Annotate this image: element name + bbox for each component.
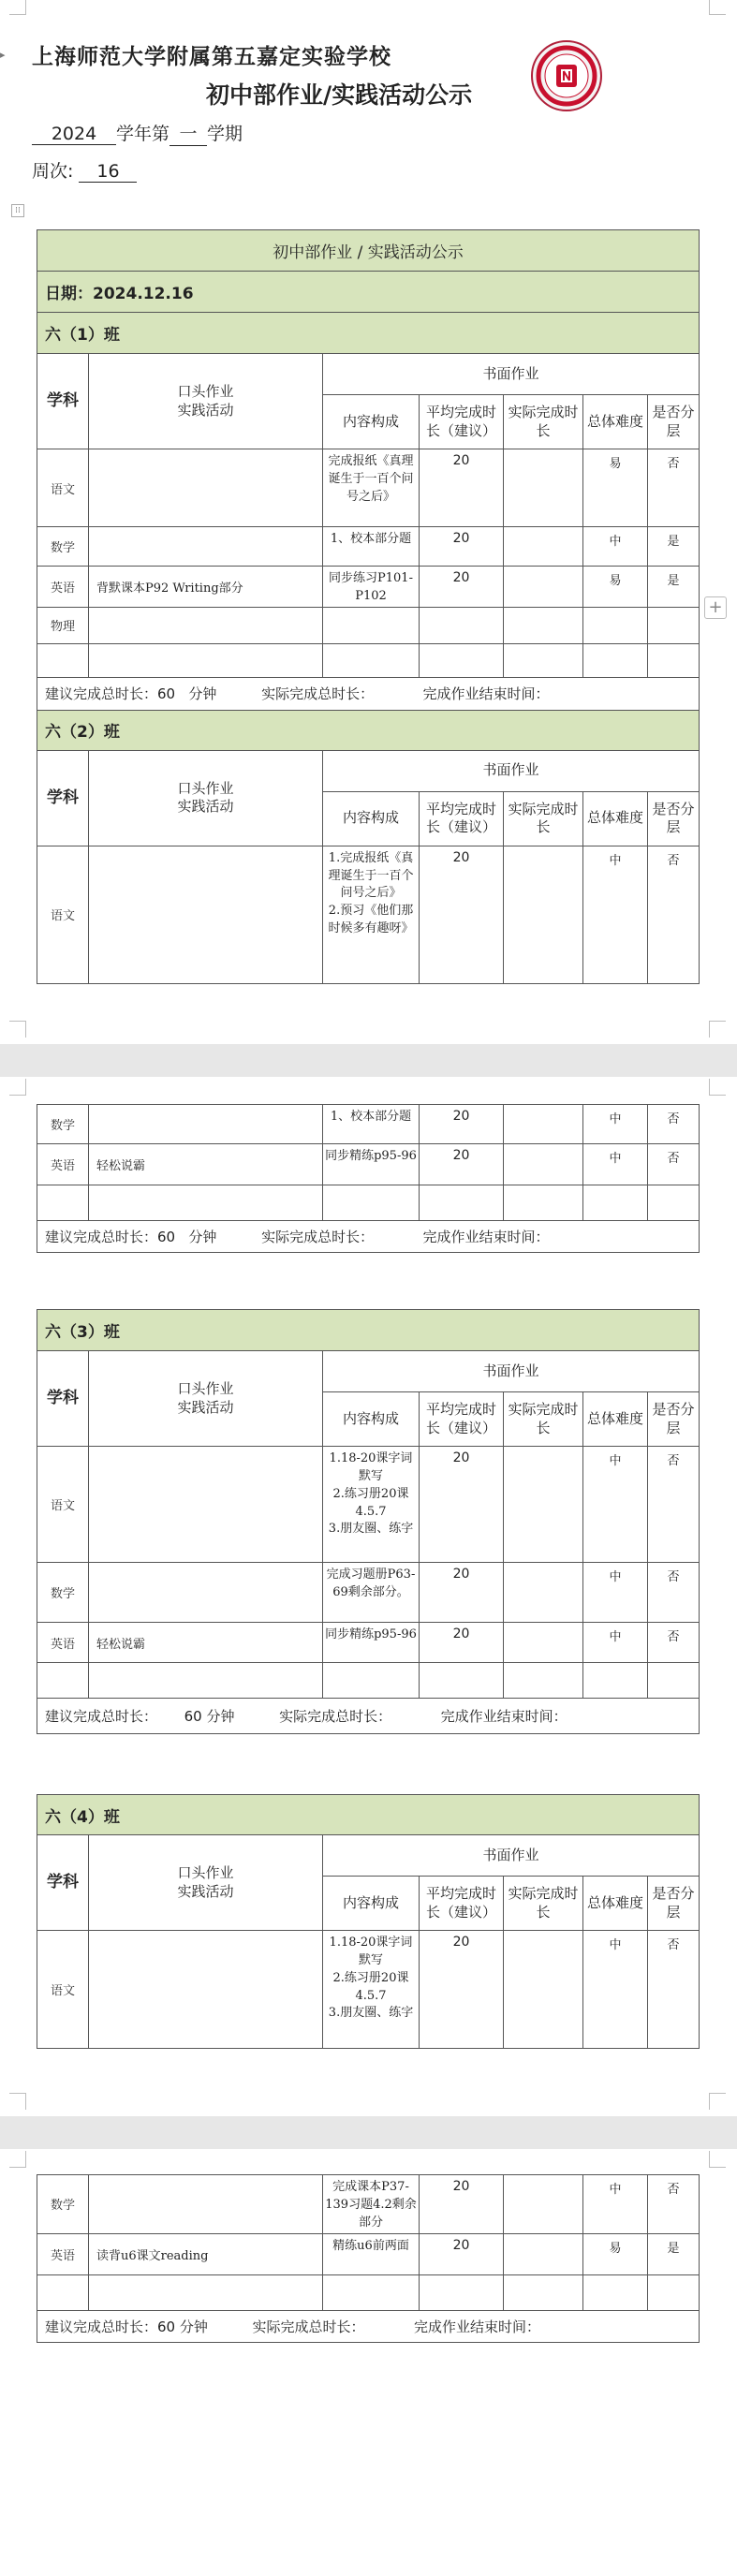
table-row	[37, 1185, 700, 1221]
subject-cell	[37, 1185, 89, 1221]
subject-cell	[37, 643, 89, 677]
oral-header: 口头作业 实践活动	[89, 1351, 323, 1447]
table-row	[37, 846, 700, 983]
layered-cell: 是	[648, 527, 700, 567]
subject-header: 学科	[37, 354, 89, 449]
school-emblem-icon	[530, 39, 603, 112]
content-cell: 精练u6前两面	[323, 2233, 420, 2274]
actual-time-cell	[504, 2233, 583, 2274]
difficulty-cell	[583, 2274, 648, 2310]
actual-time-cell	[504, 1447, 583, 1563]
avg-time-header: 平均完成时长（建议）	[420, 1877, 504, 1931]
difficulty-cell	[583, 643, 648, 677]
content-cell: 完成课本P37-139习题4.2剩余部分	[323, 2175, 420, 2234]
actual-time-cell	[504, 2274, 583, 2310]
avg-time-cell	[420, 1185, 504, 1221]
add-row-button[interactable]: +	[704, 596, 727, 619]
summary-line: 建议完成总时长：60 分钟 实际完成总时长： 完成作业结束时间：	[37, 1221, 700, 1253]
actual-time-cell	[504, 527, 583, 567]
written-header: 书面作业	[323, 1351, 700, 1392]
layered-cell	[648, 1663, 700, 1699]
subject-cell: 英语	[37, 1144, 89, 1185]
layered-cell	[648, 2274, 700, 2310]
actual-time-cell	[504, 1185, 583, 1221]
week-number: 16	[79, 161, 137, 183]
avg-time-header: 平均完成时长（建议）	[420, 791, 504, 846]
actual-time-header: 实际完成时长	[504, 395, 583, 449]
oral-cell	[89, 1447, 323, 1563]
layered-cell: 否	[648, 449, 700, 527]
avg-time-cell	[420, 2274, 504, 2310]
layered-cell: 否	[648, 1447, 700, 1563]
avg-time-cell: 20	[420, 2233, 504, 2274]
avg-time-cell: 20	[420, 1623, 504, 1663]
subject-header: 学科	[37, 750, 89, 846]
oral-cell	[89, 1185, 323, 1221]
difficulty-cell: 中	[583, 1563, 648, 1623]
subject-cell: 英语	[37, 2233, 89, 2274]
subject-cell: 语文	[37, 1447, 89, 1563]
layered-cell: 否	[648, 1144, 700, 1185]
subject-cell: 语文	[37, 846, 89, 983]
table-row	[37, 1623, 700, 1663]
written-header: 书面作业	[323, 1835, 700, 1877]
difficulty-header: 总体难度	[583, 1877, 648, 1931]
corner-mark	[9, 2151, 26, 2168]
layered-header: 是否分层	[648, 1877, 700, 1931]
oral-header: 口头作业 实践活动	[89, 1835, 323, 1931]
school-year-suffix: 学年第	[116, 124, 170, 144]
homework-table-class-3	[37, 1309, 700, 1734]
difficulty-header: 总体难度	[583, 1392, 648, 1447]
layered-cell: 否	[648, 846, 700, 983]
page-gap	[0, 2116, 737, 2149]
difficulty-cell: 易	[583, 449, 648, 527]
oral-cell	[89, 1105, 323, 1144]
difficulty-cell	[583, 1185, 648, 1221]
content-cell	[323, 1185, 420, 1221]
difficulty-header: 总体难度	[583, 395, 648, 449]
corner-mark	[709, 0, 726, 15]
table-row	[37, 2175, 700, 2234]
avg-time-cell: 20	[420, 1105, 504, 1144]
oral-cell: 背默课本P92 Writing部分	[89, 567, 323, 608]
difficulty-header: 总体难度	[583, 791, 648, 846]
difficulty-cell: 中	[583, 527, 648, 567]
table-row	[37, 2274, 700, 2310]
difficulty-cell	[583, 1663, 648, 1699]
avg-time-cell: 20	[420, 1563, 504, 1623]
subject-cell	[37, 2274, 89, 2310]
homework-table-class-4	[37, 1794, 700, 2049]
content-cell: 1.18-20课字词默写 2.练习册20课4.5.7 3.朋友圈、练字	[323, 1447, 420, 1563]
actual-time-cell	[504, 643, 583, 677]
actual-time-cell	[504, 607, 583, 643]
layered-cell: 否	[648, 1105, 700, 1144]
layered-header: 是否分层	[648, 791, 700, 846]
document-title: 初中部作业/实践活动公示	[206, 81, 473, 109]
homework-table-page-2a	[37, 1104, 700, 1253]
subject-header: 学科	[37, 1835, 89, 1931]
subject-header: 学科	[37, 1351, 89, 1447]
difficulty-cell	[583, 607, 648, 643]
table-row	[37, 1563, 700, 1623]
layered-cell: 否	[648, 1623, 700, 1663]
actual-time-cell	[504, 1623, 583, 1663]
table-row	[37, 527, 700, 567]
page-gap	[0, 1044, 737, 1077]
difficulty-cell: 中	[583, 1931, 648, 2049]
content-header: 内容构成	[323, 395, 420, 449]
table-row	[37, 643, 700, 677]
avg-time-cell	[420, 643, 504, 677]
content-cell: 1、校本部分题	[323, 527, 420, 567]
corner-mark	[9, 2093, 26, 2110]
layered-cell: 否	[648, 1563, 700, 1623]
oral-cell	[89, 1931, 323, 2049]
layered-cell: 是	[648, 567, 700, 608]
table-title: 初中部作业 / 实践活动公示	[37, 230, 700, 272]
content-cell: 同步练习P101-P102	[323, 567, 420, 608]
oral-header: 口头作业 实践活动	[89, 354, 323, 449]
layered-cell: 是	[648, 2233, 700, 2274]
corner-mark	[709, 2093, 726, 2110]
summary-line: 建议完成总时长： 60 分钟 实际完成总时长： 完成作业结束时间：	[37, 1699, 700, 1734]
content-cell: 1.完成报纸《真理诞生于一百个问号之后》 2.预习《他们那时候多有趣呀》	[323, 846, 420, 983]
avg-time-cell: 20	[420, 846, 504, 983]
term-suffix: 学期	[207, 124, 243, 144]
content-header: 内容构成	[323, 1392, 420, 1447]
layered-header: 是否分层	[648, 395, 700, 449]
difficulty-cell: 中	[583, 1623, 648, 1663]
layered-cell: 否	[648, 2175, 700, 2234]
written-header: 书面作业	[323, 750, 700, 791]
subject-cell: 语文	[37, 449, 89, 527]
layered-header: 是否分层	[648, 1392, 700, 1447]
avg-time-cell: 20	[420, 449, 504, 527]
corner-mark	[709, 2151, 726, 2168]
written-header: 书面作业	[323, 354, 700, 395]
actual-time-cell	[504, 1931, 583, 2049]
content-cell: 同步精练p95-96	[323, 1144, 420, 1185]
content-cell: 完成习题册P63-69剩余部分。	[323, 1563, 420, 1623]
difficulty-cell: 中	[583, 1144, 648, 1185]
actual-time-cell	[504, 1105, 583, 1144]
avg-time-cell: 20	[420, 2175, 504, 2234]
corner-mark	[709, 1079, 726, 1096]
table-row	[37, 567, 700, 608]
oral-cell: 读背u6课文reading	[89, 2233, 323, 2274]
actual-time-cell	[504, 2175, 583, 2234]
subject-cell: 英语	[37, 1623, 89, 1663]
table-move-handle[interactable]: ⁞⁞	[11, 204, 24, 217]
summary-line: 建议完成总时长：60 分钟 实际完成总时长： 完成作业结束时间：	[37, 677, 700, 710]
subject-cell: 英语	[37, 567, 89, 608]
table-row	[37, 607, 700, 643]
oral-cell	[89, 1663, 323, 1699]
homework-table-page-3	[37, 2174, 700, 2343]
corner-mark	[709, 1021, 726, 1038]
subject-cell: 数学	[37, 1563, 89, 1623]
week-label: 周次:	[32, 161, 74, 182]
oral-cell	[89, 846, 323, 983]
oral-cell	[89, 607, 323, 643]
term-number: 一	[170, 120, 207, 146]
actual-time-cell	[504, 449, 583, 527]
school-year: 2024	[32, 124, 116, 145]
avg-time-cell: 20	[420, 567, 504, 608]
avg-time-header: 平均完成时长（建议）	[420, 1392, 504, 1447]
subject-cell	[37, 1663, 89, 1699]
actual-time-header: 实际完成时长	[504, 1392, 583, 1447]
collapse-arrow-icon[interactable]: ▸	[0, 49, 6, 61]
table-row	[37, 1663, 700, 1699]
avg-time-cell	[420, 1663, 504, 1699]
table-row	[37, 1447, 700, 1563]
class-name: 六（2）班	[37, 710, 700, 750]
subject-cell: 语文	[37, 1931, 89, 2049]
avg-time-header: 平均完成时长（建议）	[420, 395, 504, 449]
avg-time-cell: 20	[420, 527, 504, 567]
content-cell: 同步精练p95-96	[323, 1623, 420, 1663]
week-line	[32, 157, 137, 183]
content-header: 内容构成	[323, 791, 420, 846]
content-header: 内容构成	[323, 1877, 420, 1931]
difficulty-cell: 中	[583, 2175, 648, 2234]
subject-cell: 物理	[37, 607, 89, 643]
table-row	[37, 1144, 700, 1185]
oral-cell	[89, 449, 323, 527]
table-row	[37, 2233, 700, 2274]
difficulty-cell: 易	[583, 2233, 648, 2274]
subject-cell: 数学	[37, 2175, 89, 2234]
oral-cell	[89, 1563, 323, 1623]
date-line: 日期：2024.12.16	[37, 272, 700, 313]
homework-table-page-1	[37, 229, 700, 984]
oral-cell: 轻松说霸	[89, 1623, 323, 1663]
content-cell	[323, 2274, 420, 2310]
layered-cell	[648, 643, 700, 677]
content-cell: 1.18-20课字词默写 2.练习册20课4.5.7 3.朋友圈、练字	[323, 1931, 420, 2049]
actual-time-cell	[504, 1563, 583, 1623]
class-name: 六（3）班	[37, 1310, 700, 1351]
layered-cell	[648, 1185, 700, 1221]
layered-cell: 否	[648, 1931, 700, 2049]
content-cell	[323, 1663, 420, 1699]
avg-time-cell: 20	[420, 1144, 504, 1185]
actual-time-header: 实际完成时长	[504, 1877, 583, 1931]
content-cell	[323, 643, 420, 677]
content-cell	[323, 607, 420, 643]
difficulty-cell: 中	[583, 846, 648, 983]
oral-header: 口头作业 实践活动	[89, 750, 323, 846]
term-line	[32, 120, 243, 146]
difficulty-cell: 中	[583, 1447, 648, 1563]
avg-time-cell: 20	[420, 1931, 504, 2049]
oral-cell	[89, 2274, 323, 2310]
corner-mark	[9, 0, 26, 15]
class-name: 六（4）班	[37, 1795, 700, 1835]
summary-line: 建议完成总时长：60 分钟 实际完成总时长： 完成作业结束时间：	[37, 2310, 700, 2342]
difficulty-cell: 中	[583, 1105, 648, 1144]
table-row	[37, 449, 700, 527]
oral-cell	[89, 643, 323, 677]
class-name: 六（1）班	[37, 313, 700, 354]
corner-mark	[9, 1079, 26, 1096]
actual-time-cell	[504, 567, 583, 608]
oral-cell	[89, 2175, 323, 2234]
school-name: 上海师范大学附属第五嘉定实验学校	[32, 44, 391, 69]
table-row	[37, 1931, 700, 2049]
content-cell: 1、校本部分题	[323, 1105, 420, 1144]
avg-time-cell	[420, 607, 504, 643]
actual-time-cell	[504, 1663, 583, 1699]
actual-time-cell	[504, 846, 583, 983]
subject-cell: 数学	[37, 1105, 89, 1144]
oral-cell	[89, 527, 323, 567]
difficulty-cell: 易	[583, 567, 648, 608]
oral-cell: 轻松说霸	[89, 1144, 323, 1185]
corner-mark	[9, 1021, 26, 1038]
subject-cell: 数学	[37, 527, 89, 567]
actual-time-cell	[504, 1144, 583, 1185]
actual-time-header: 实际完成时长	[504, 791, 583, 846]
layered-cell	[648, 607, 700, 643]
table-row	[37, 1105, 700, 1144]
content-cell: 完成报纸《真理诞生于一百个问号之后》	[323, 449, 420, 527]
avg-time-cell: 20	[420, 1447, 504, 1563]
